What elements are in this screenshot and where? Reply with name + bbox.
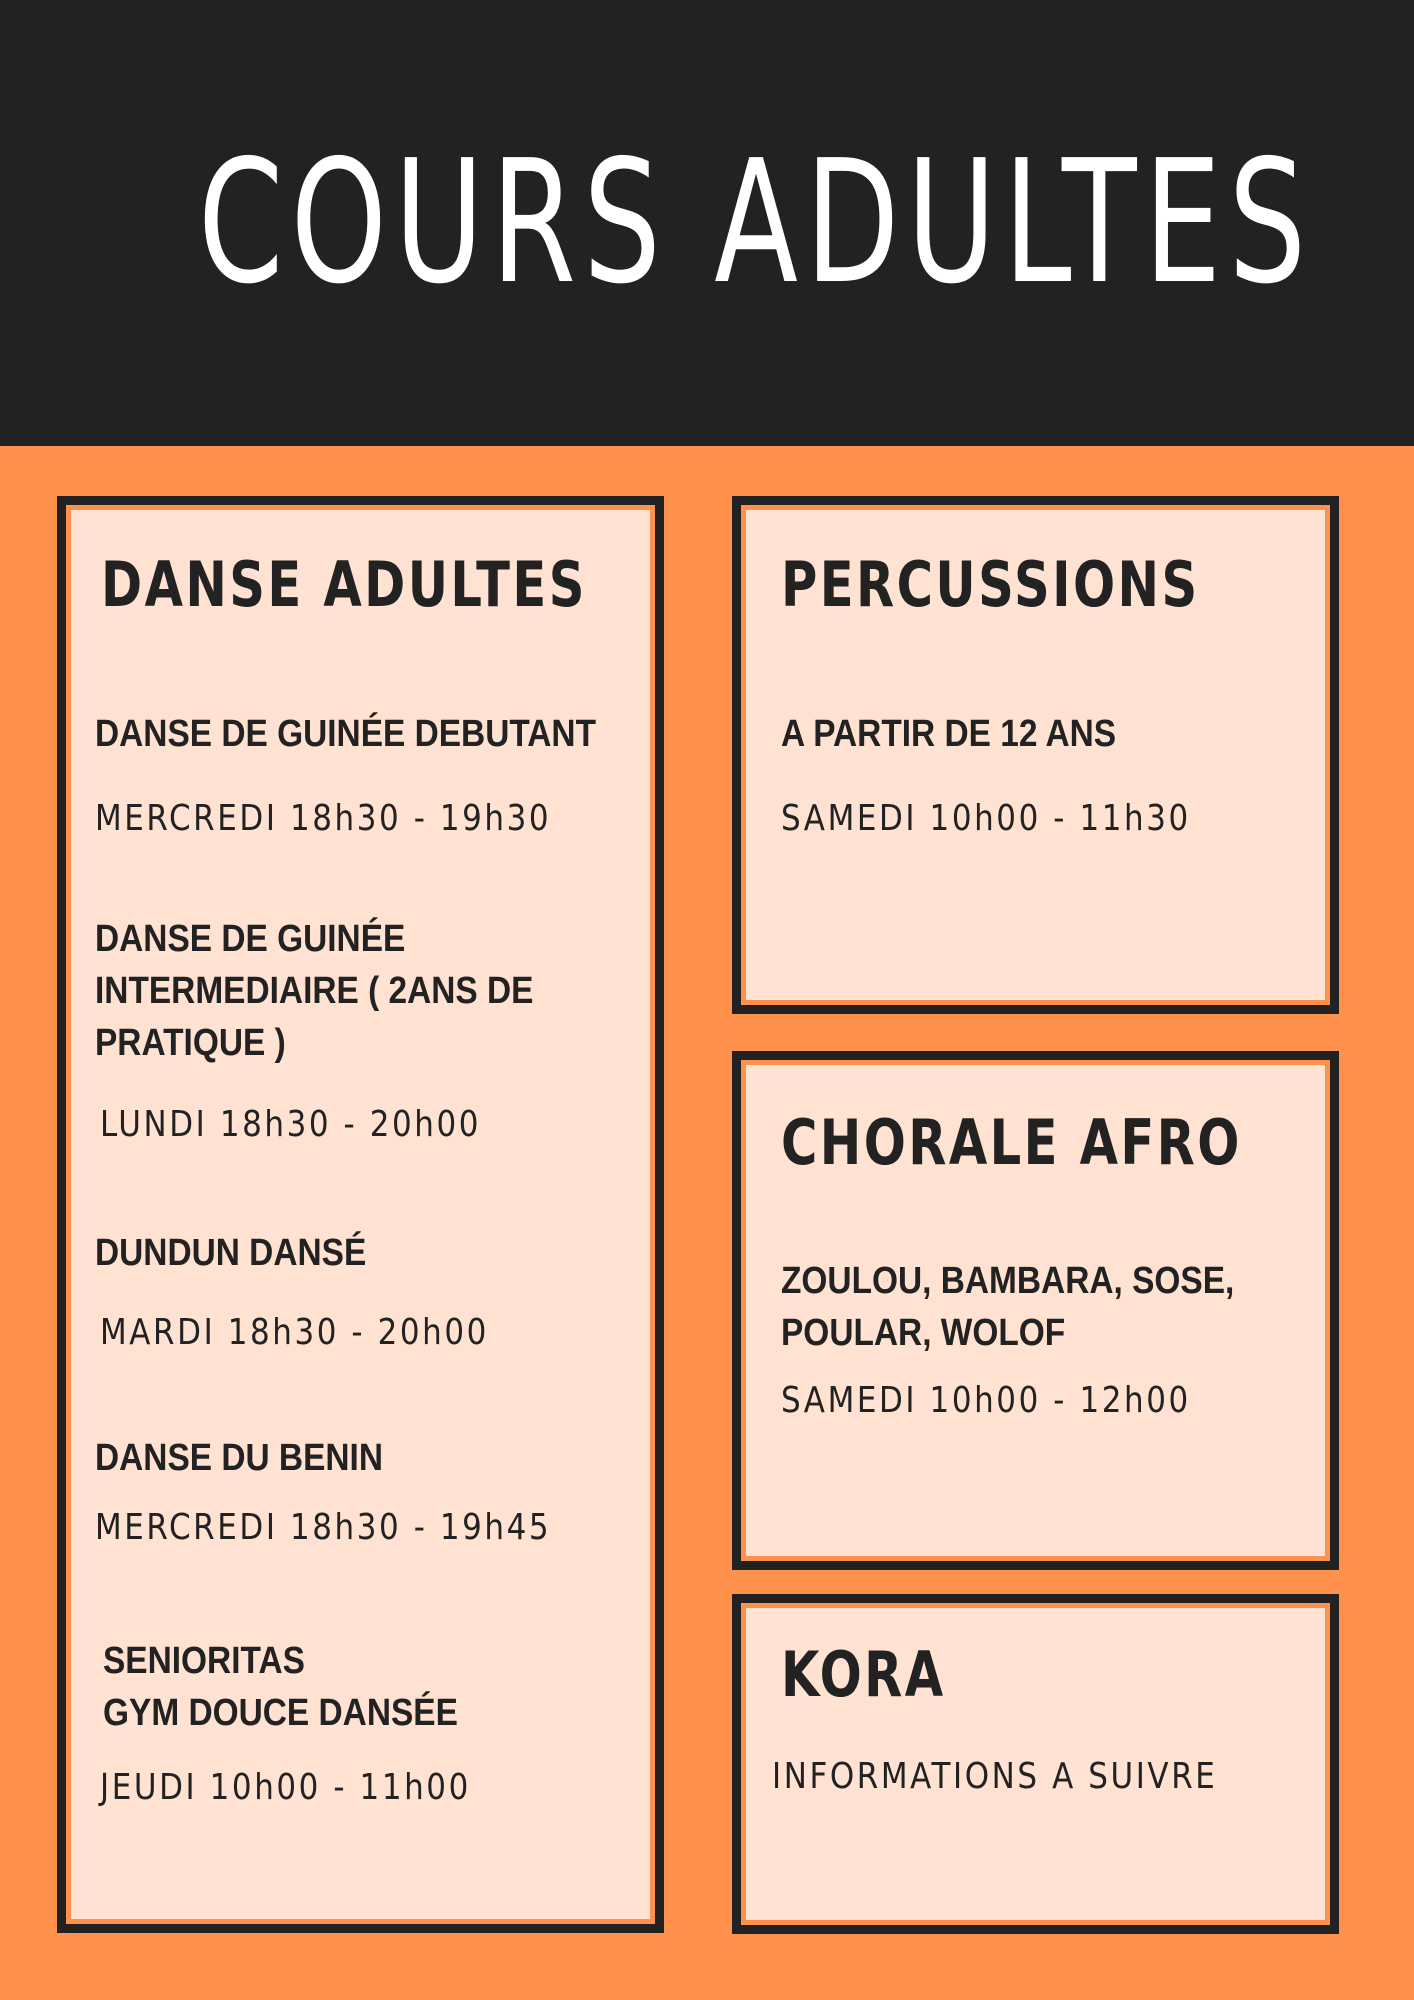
chorale-afro-time: SAMEDI 10h00 - 12h00 xyxy=(781,1380,1191,1421)
kora-info: INFORMATIONS A SUIVRE xyxy=(772,1756,1218,1797)
course-name-line: PRATIQUE ) xyxy=(95,1022,286,1064)
danse-adultes-panel xyxy=(57,496,664,1933)
course-name-line: GYM DOUCE DANSÉE xyxy=(103,1692,458,1734)
course-name-line: SENIORITAS xyxy=(103,1640,305,1682)
course-name xyxy=(95,913,533,1069)
percussions-subtitle: A PARTIR DE 12 ANS xyxy=(781,713,1117,755)
kora-panel xyxy=(732,1594,1339,1934)
course-name: DUNDUN DANSÉ xyxy=(95,1232,367,1274)
chorale-afro-heading: CHORALE AFRO xyxy=(781,1106,1242,1179)
percussions-panel xyxy=(732,496,1339,1014)
course-time: LUNDI 18h30 - 20h00 xyxy=(100,1104,482,1145)
course-name: DANSE DE GUINÉE DEBUTANT xyxy=(95,713,597,755)
chorale-subtitle-line: POULAR, WOLOF xyxy=(781,1312,1066,1354)
percussions-heading: PERCUSSIONS xyxy=(781,548,1200,621)
percussions-time: SAMEDI 10h00 - 11h30 xyxy=(781,798,1191,839)
course-time: JEUDI 10h00 - 11h00 xyxy=(100,1767,471,1808)
kora-heading: KORA xyxy=(781,1638,946,1711)
danse-adultes-heading: DANSE ADULTES xyxy=(101,548,587,621)
course-time: MERCREDI 18h30 - 19h45 xyxy=(95,1507,552,1548)
course-name-line: INTERMEDIAIRE ( 2ANS DE xyxy=(95,970,534,1012)
course-name xyxy=(103,1635,458,1739)
page-title: COURS ADULTES xyxy=(197,124,1314,322)
course-name: DANSE DU BENIN xyxy=(95,1437,383,1479)
chorale-afro-panel xyxy=(732,1051,1339,1570)
course-time: MARDI 18h30 - 20h00 xyxy=(100,1312,489,1353)
chorale-subtitle-line: ZOULOU, BAMBARA, SOSE, xyxy=(781,1260,1235,1302)
course-time: MERCREDI 18h30 - 19h30 xyxy=(95,798,552,839)
chorale-afro-subtitle xyxy=(781,1255,1234,1359)
header-banner xyxy=(0,0,1414,446)
course-name-line: DANSE DE GUINÉE xyxy=(95,918,406,960)
